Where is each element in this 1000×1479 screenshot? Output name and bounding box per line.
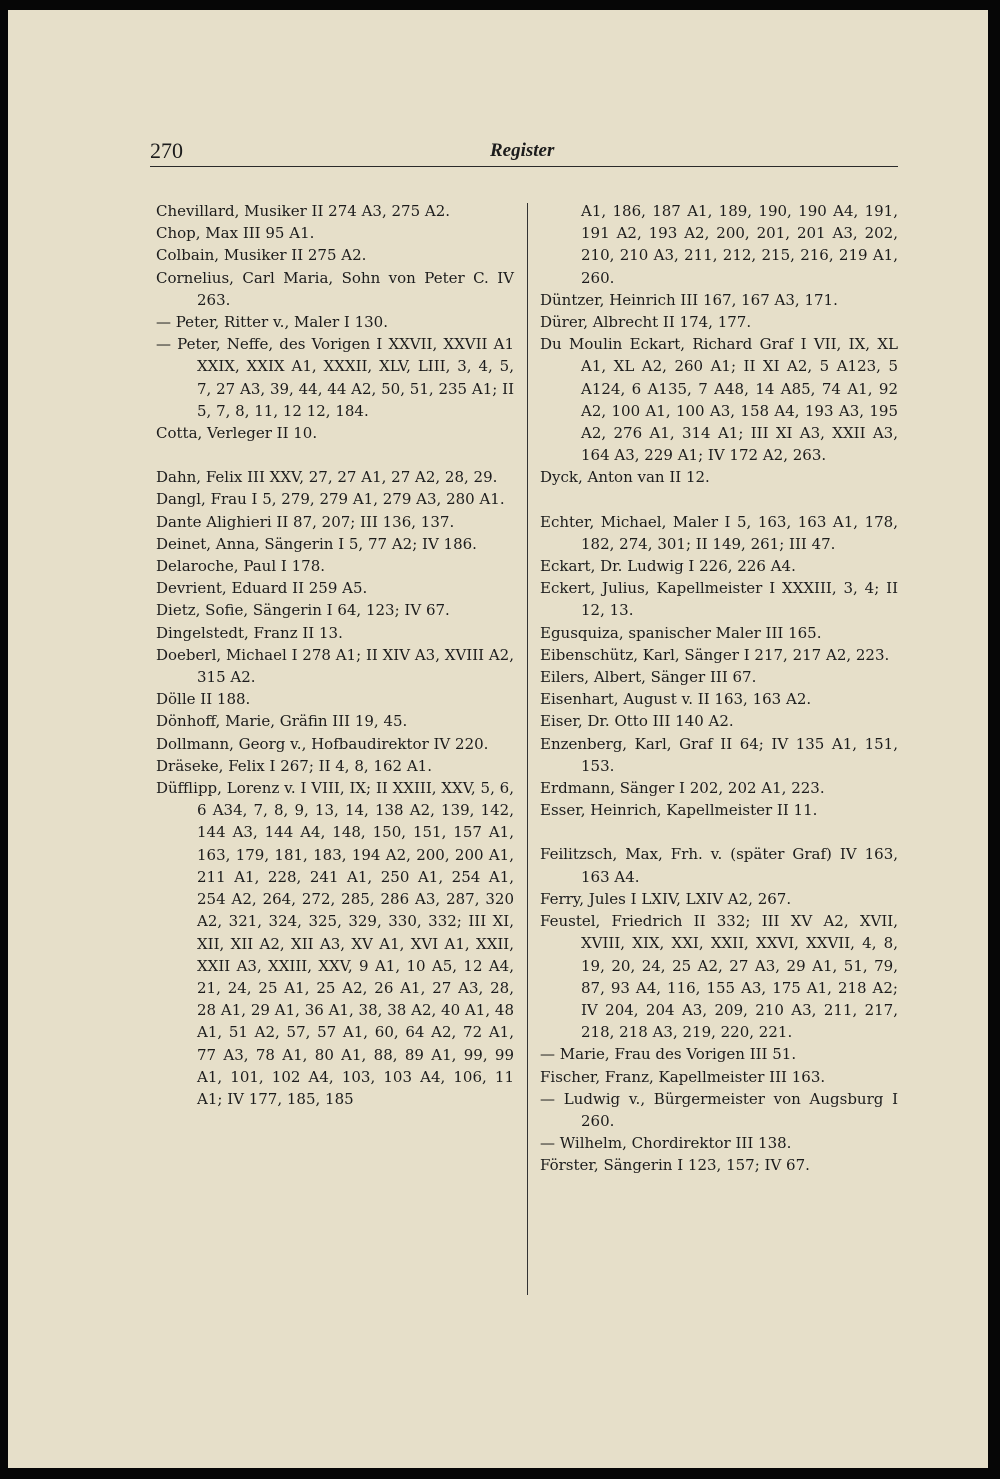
index-entry: Colbain, Musiker II 275 A2. — [156, 246, 367, 265]
index-entry: Eibenschütz, Karl, Sänger I 217, 217 A2, 223. — [540, 645, 890, 664]
letter-group-gap — [156, 444, 514, 466]
index-entry: Eilers, Albert, Sänger III 67. — [540, 668, 757, 687]
index-entry: — Wilhelm, Chordirektor III 138. — [540, 1134, 792, 1153]
index-entry: — Ludwig v., Bürgermeister von Augsburg I 260. — [540, 1089, 898, 1130]
index-entry: Feustel, Friedrich II 332; III XV A2, XVII, XVIII, XIX, XXI, XXII, XXVI, XXVII, 4, 8, 19, 20, 24, 25 A2, 27 A3, 29 A1, 51, 79, 87, 93 A4, 116, 155 A3, 175 A1, 218 A2; IV 204, 204 A3, 209, 210 A3, 211, 217, 218, 218 A3, 219, 220, 221. — [540, 912, 898, 1042]
index-entry: Doeberl, Michael I 278 A1; II XIV A3, XVIII A2, 315 A2. — [156, 645, 514, 687]
index-entry: Dölle II 188. — [156, 690, 251, 709]
index-entry: Erdmann, Sänger I 202, 202 A1, 223. — [540, 779, 825, 798]
index-entry: Dahn, Felix III XXV, 27, 27 A1, 27 A2, 28, 29. — [156, 468, 498, 487]
index-entry: Ferry, Jules I LXIV, LXIV A2, 267. — [540, 889, 792, 908]
index-entry: Dante Alighieri II 87, 207; III 136, 137. — [156, 512, 455, 531]
index-entry: Düntzer, Heinrich III 167, 167 A3, 171. — [540, 290, 838, 309]
page-number: 270 — [150, 138, 183, 163]
index-entry: Cotta, Verleger II 10. — [156, 424, 318, 443]
index-entry: — Marie, Frau des Vorigen III 51. — [540, 1045, 797, 1064]
index-entry: Fischer, Franz, Kapellmeister III 163. — [540, 1067, 826, 1086]
index-entry: Düfflipp, Lorenz v. I VIII, IX; II XXIII, XXV, 5, 6, 6 A34, 7, 8, 9, 13, 14, 138 A2, 139, 142, 144 A3, 144 A4, 148, 150, 151, 157 A1, 163, 179, 181, 183, 194 A2, 200, 200 A1, 211 A1, 228, 241 A1, 250 A1, 254 A1, 254 A2, 264, 272, 285, 286 A3, 287, 320 A2, 321, 324, 325, 329, 330, 332; III XI, XII, XII A2, XII A3, XV A1, XVI A1, XXII, XXII A3, XXIII, XXV, 9 A1, 10 A5, 12 A4, 21, 24, 25 A1, 25 A2, 26 A1, 27 A3, 28, 28 A1, 29 A1, 36 A1, 38, 38 A2, 40 A1, 48 A1, 51 A2, 57, 57 A1, 60, 64 A2, 72 A1, 77 A3, 78 A1, 80 A1, 88, 89 A1, 99, 99 A1, 101, 102 A4, 103, 103 A4, 106, 11 A1; IV 177, 185, 185 — [156, 779, 514, 1108]
index-entry: Dräseke, Felix I 267; II 4, 8, 162 A1. — [156, 756, 432, 775]
index-entry: Dietz, Sofie, Sängerin I 64, 123; IV 67. — [156, 601, 450, 620]
index-entry: Du Moulin Eckart, Richard Graf I VII, IX, XL A1, XL A2, 260 A1; II XI A2, 5 A123, 5 A124, 6 A135, 7 A48, 14 A85, 74 A1, 92 A2, 100 A1, 100 A3, 158 A4, 193 A3, 195 A2, 276 A1, 314 A1; III XI A3, XXII A3, 164 A3, 229 A1; IV 172 A2, 263. — [540, 335, 898, 465]
column-divider — [527, 203, 528, 1295]
index-entry: Dollmann, Georg v., Hofbaudirektor IV 220. — [156, 734, 489, 753]
index-entry: Delaroche, Paul I 178. — [156, 557, 325, 576]
index-entry: Cornelius, Carl Maria, Sohn von Peter C. IV 263. — [156, 268, 514, 309]
index-entry: Deinet, Anna, Sängerin I 5, 77 A2; IV 186. — [156, 534, 477, 553]
index-entry: Feilitzsch, Max, Frh. v. (später Graf) IV 163, 163 A4. — [540, 845, 898, 886]
index-entry: Dingelstedt, Franz II 13. — [156, 623, 343, 642]
page-header — [150, 130, 898, 167]
index-entry: Eckert, Julius, Kapellmeister I XXXIII, 3, 4; II 12, 13. — [540, 579, 898, 620]
index-entry: Dürer, Albrecht II 174, 177. — [540, 313, 752, 332]
index-entry: — Peter, Neffe, des Vorigen I XXVII, XXVII A1 XXIX, XXIX A1, XXXII, XLV, LIII, 3, 4, 5, 7, 27 A3, 39, 44, 44 A2, 50, 51, 235 A1; II 5, 7, 8, 11, 12 12, 184. — [156, 335, 514, 420]
index-entry: Dyck, Anton van II 12. — [540, 468, 710, 487]
index-entry: Eiser, Dr. Otto III 140 A2. — [540, 712, 734, 731]
index-column-left — [156, 200, 514, 1110]
index-entry: Esser, Heinrich, Kapellmeister II 11. — [540, 801, 818, 820]
letter-group-gap — [540, 489, 898, 511]
index-entry: — Peter, Ritter v., Maler I 130. — [156, 313, 388, 332]
index-entry: Förster, Sängerin I 123, 157; IV 67. — [540, 1156, 810, 1175]
index-entry: Dönhoff, Marie, Gräfin III 19, 45. — [156, 712, 408, 731]
index-entry: Eisenhart, August v. II 163, 163 A2. — [540, 690, 812, 709]
index-entry: Dangl, Frau I 5, 279, 279 A1, 279 A3, 280 A1. — [156, 490, 505, 509]
index-entry: Enzenberg, Karl, Graf II 64; IV 135 A1, 151, 153. — [540, 734, 898, 775]
index-entry-continuation: A1, 186, 187 A1, 189, 190, 190 A4, 191, 191 A2, 193 A2, 200, 201, 201 A3, 202, 210, 210 A3, 211, 212, 215, 216, 219 A1, 260. — [581, 202, 898, 287]
index-entry: Eckart, Dr. Ludwig I 226, 226 A4. — [540, 557, 796, 576]
running-title: Register — [490, 140, 555, 161]
letter-group-gap — [540, 821, 898, 843]
index-entry: Echter, Michael, Maler I 5, 163, 163 A1, 178, 182, 274, 301; II 149, 261; III 47. — [540, 512, 898, 553]
index-entry: Egusquiza, spanischer Maler III 165. — [540, 623, 822, 642]
index-entry: Devrient, Eduard II 259 A5. — [156, 579, 368, 598]
index-column-right — [540, 200, 898, 1177]
index-entry: Chop, Max III 95 A1. — [156, 224, 315, 243]
index-entry: Chevillard, Musiker II 274 A3, 275 A2. — [156, 202, 451, 220]
